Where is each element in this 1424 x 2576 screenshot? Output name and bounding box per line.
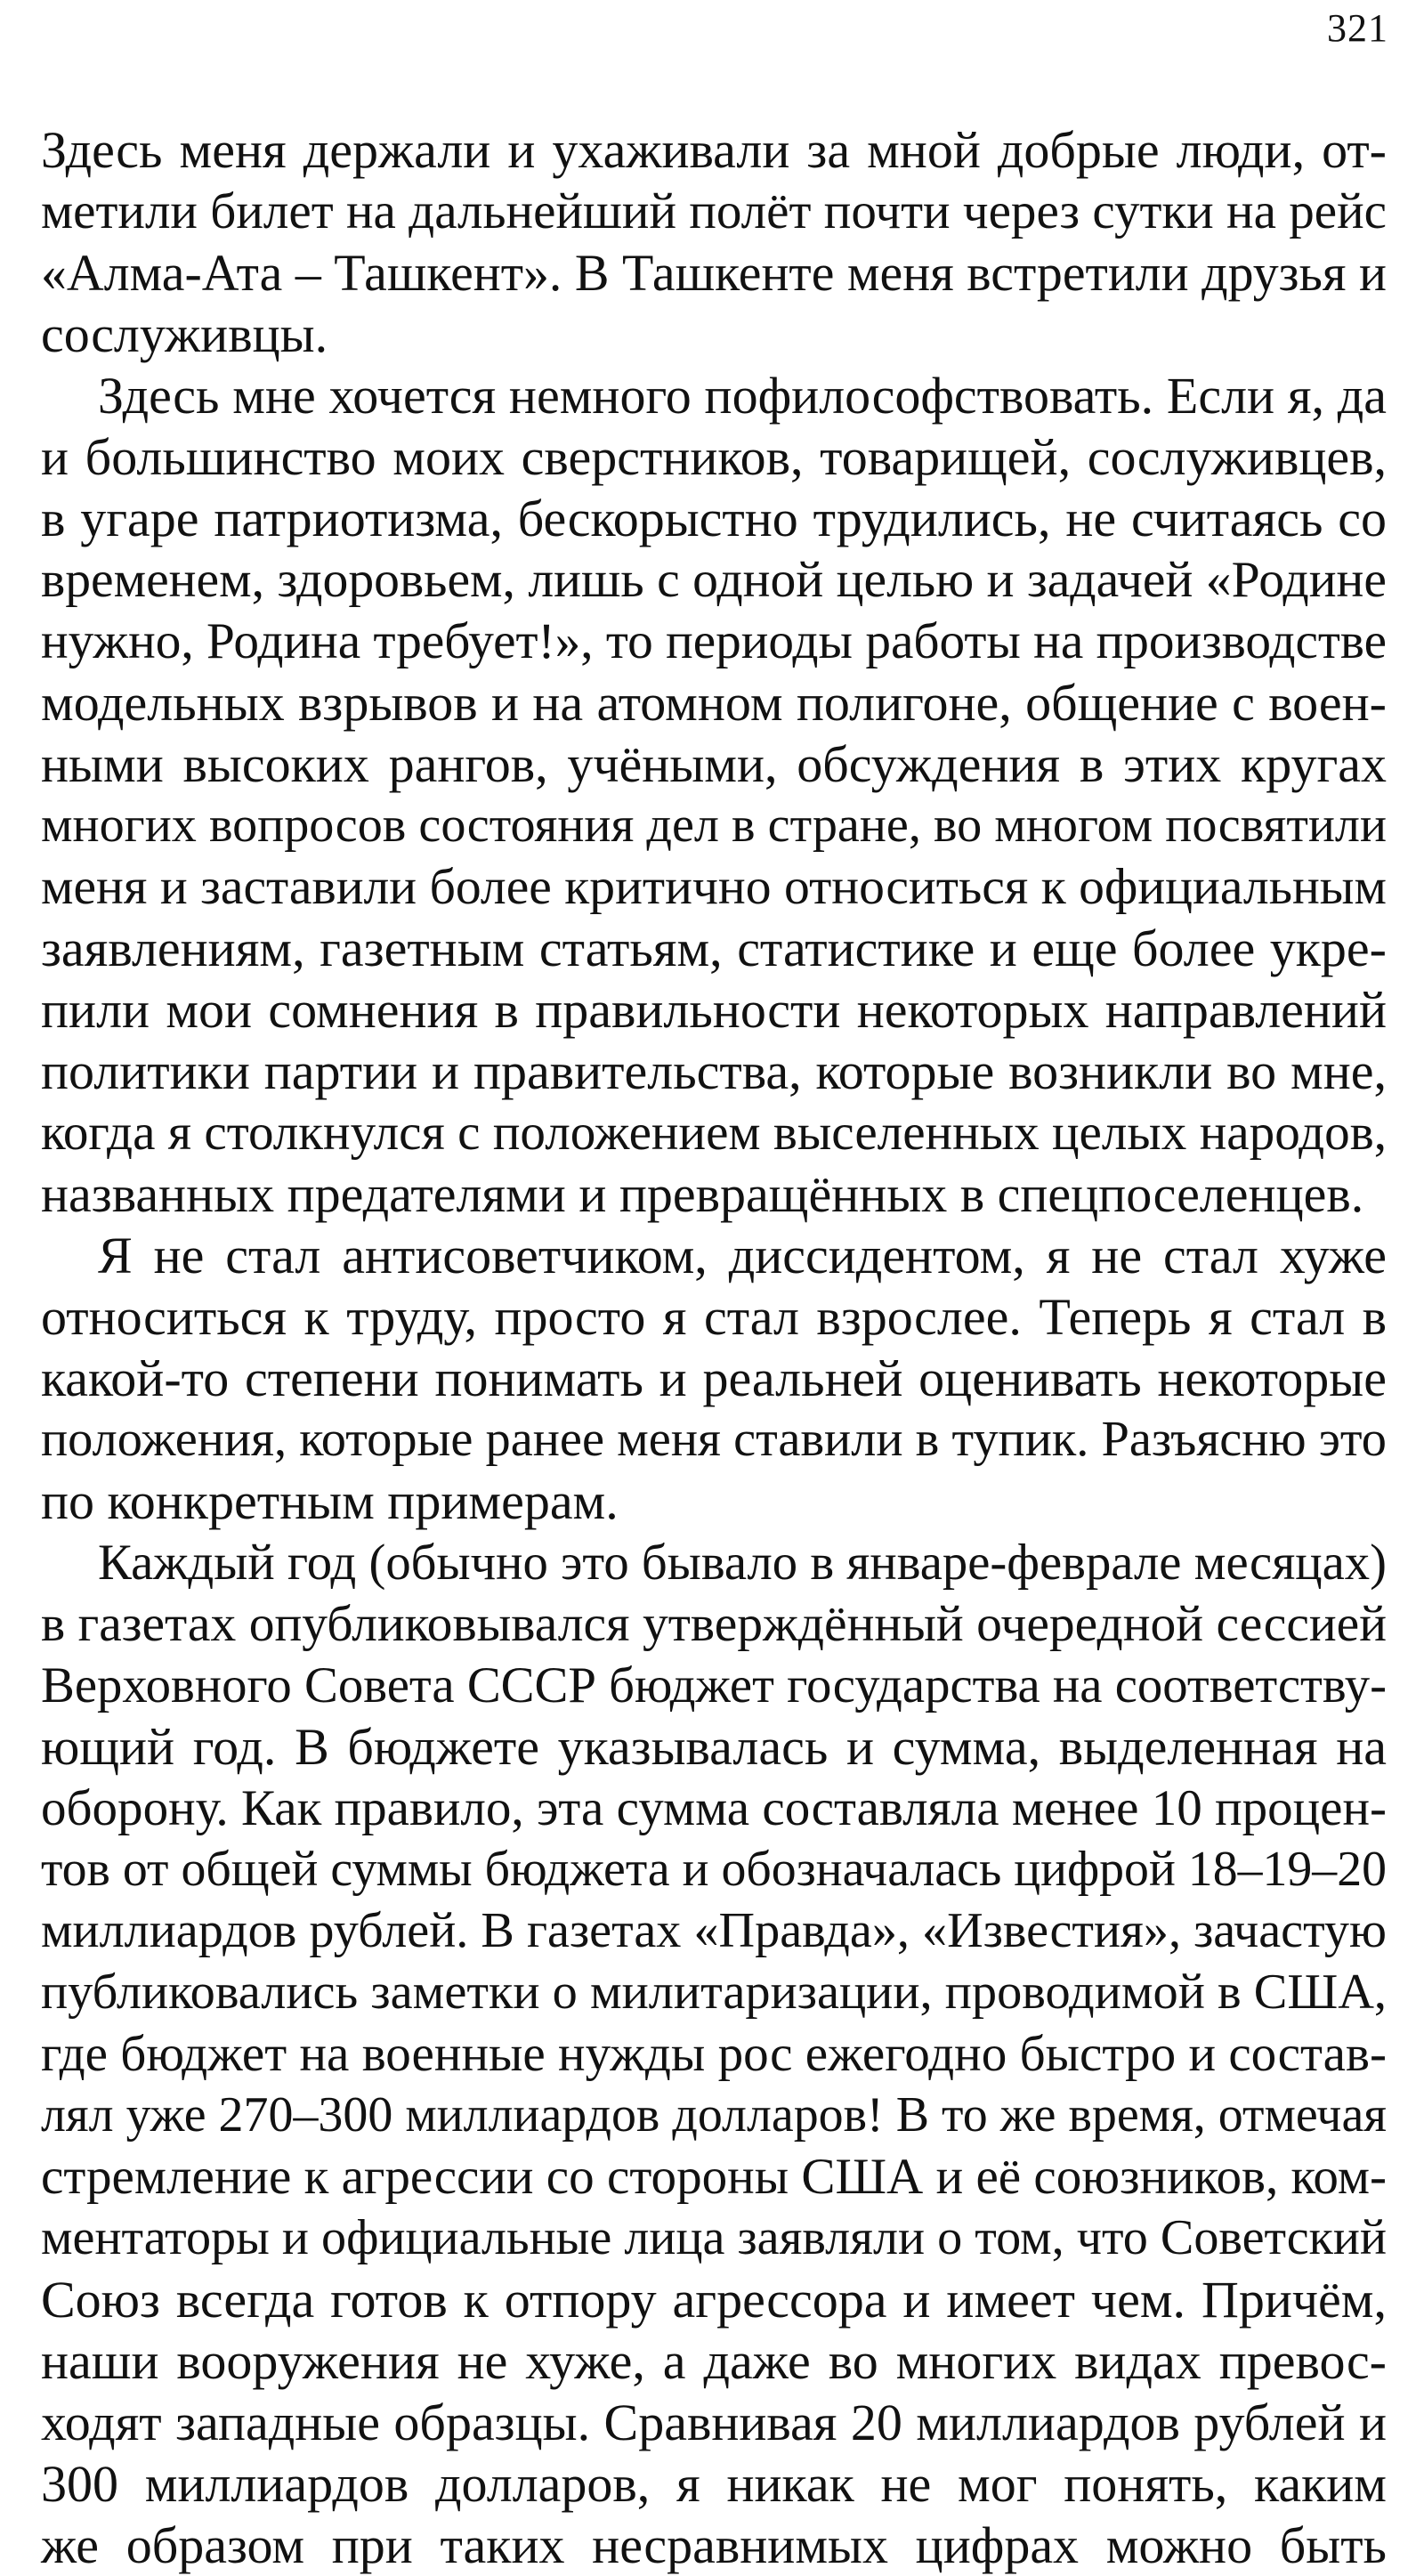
text-line: многих вопросов состояния дел в стране, во многом посвятили bbox=[41, 798, 1387, 853]
body-text bbox=[41, 119, 1387, 2576]
text-line: нужно, Родина требует!», то периоды работы на производстве bbox=[41, 613, 1387, 669]
text-line: и большинство моих сверстников, товарищей, сослуживцев, bbox=[41, 428, 1387, 486]
text-line: политики партии и правительства, которые возникли во мне, bbox=[41, 1042, 1387, 1100]
paragraph-1 bbox=[41, 119, 1387, 365]
text-line: Здесь меня держали и ухаживали за мной добрые люди, от- bbox=[41, 121, 1387, 179]
text-line: в газетах опубликовывался утверждённый очередной сессией bbox=[41, 1596, 1387, 1652]
text-line: в угаре патриотизма, бескорыстно трудились, не считаясь со bbox=[41, 490, 1387, 547]
text-line: метили билет на дальнейший полёт почти через сутки на рейс bbox=[41, 183, 1387, 239]
text-line: ходят западные образцы. Сравнивая 20 миллиардов рублей и bbox=[41, 2394, 1387, 2451]
text-line: когда я столкнулся с положением выселенных целых народов, bbox=[41, 1105, 1387, 1161]
page-number: 321 bbox=[1327, 6, 1388, 50]
text-line: какой-то степени понимать и реальней оценивать некоторые bbox=[41, 1349, 1387, 1407]
text-line: миллиардов рублей. В газетах «Правда», «Известия», зачастую bbox=[41, 1903, 1387, 1958]
text-line: 300 миллиардов долларов, я никак не мог понять, каким bbox=[41, 2455, 1387, 2513]
text-line: пили мои сомнения в правильности некоторых направлений bbox=[41, 981, 1387, 1039]
text-line: ными высоких рангов, учёными, обсуждения в этих кругах bbox=[41, 735, 1387, 793]
paragraph-2 bbox=[41, 365, 1387, 1225]
text-line: ментаторы и официальные лица заявляли о том, что Советский bbox=[41, 2210, 1387, 2265]
text-line: наши вооружения не хуже, а даже во многих видах превос- bbox=[41, 2332, 1387, 2390]
text-line: по конкретным примерам. bbox=[41, 1472, 619, 1530]
paragraph-4 bbox=[41, 1532, 1387, 2576]
text-line: меня и заставили более критично относиться к официальным bbox=[41, 859, 1387, 915]
text-line: где бюджет на военные нужды рос ежегодно быстро и состав- bbox=[41, 2026, 1387, 2082]
text-line: лял уже 270–300 миллиардов долларов! В то же время, отмечая bbox=[41, 2087, 1387, 2143]
text-line: сослуживцы. bbox=[41, 305, 328, 363]
text-line: публиковались заметки о милитаризации, проводимой в США, bbox=[41, 1964, 1387, 2020]
text-line: названных предателями и превращённых в спецпоселенцев. bbox=[41, 1165, 1364, 1223]
text-line: Союз всегда готов к отпору агрессора и имеет чем. Причём, bbox=[41, 2271, 1387, 2329]
text-line: относиться к труду, просто я стал взрослее. Теперь я стал в bbox=[41, 1288, 1387, 1346]
text-line: Каждый год (обычно это бывало в январе-феврале месяцах) bbox=[98, 1535, 1387, 1591]
text-line: «Алма-Ата – Ташкент». В Ташкенте меня встретили друзья и bbox=[41, 244, 1387, 302]
text-line: модельных взрывов и на атомном полигоне, общение с воен- bbox=[41, 674, 1387, 732]
text-line: стремление к агрессии со стороны США и её союзников, ком- bbox=[41, 2149, 1387, 2205]
text-line: Я не стал антисоветчиком, диссидентом, я не стал хуже bbox=[98, 1227, 1387, 1284]
text-line: временем, здоровьем, лишь с одной целью и задачей «Родине bbox=[41, 552, 1387, 608]
text-line: Здесь мне хочется немного пофилософствовать. Если я, да bbox=[98, 367, 1387, 425]
text-line: заявлениям, газетным статьям, статистике и еще более укре- bbox=[41, 919, 1387, 977]
text-line: же образом при таких несравнимых цифрах можно быть bbox=[41, 2516, 1387, 2574]
text-line: оборону. Как правило, эта сумма составляла менее 10 процен- bbox=[41, 1780, 1387, 1836]
text-line: тов от общей суммы бюджета и обозначалась цифрой 18–19–20 bbox=[41, 1842, 1387, 1897]
paragraph-3 bbox=[41, 1225, 1387, 1532]
text-line: положения, которые ранее меня ставили в тупик. Разъясню это bbox=[41, 1412, 1387, 1467]
text-line: ющий год. В бюджете указывалась и сумма, выделенная на bbox=[41, 1718, 1387, 1776]
text-line: Верховного Совета СССР бюджет государства на соответству- bbox=[41, 1657, 1387, 1713]
